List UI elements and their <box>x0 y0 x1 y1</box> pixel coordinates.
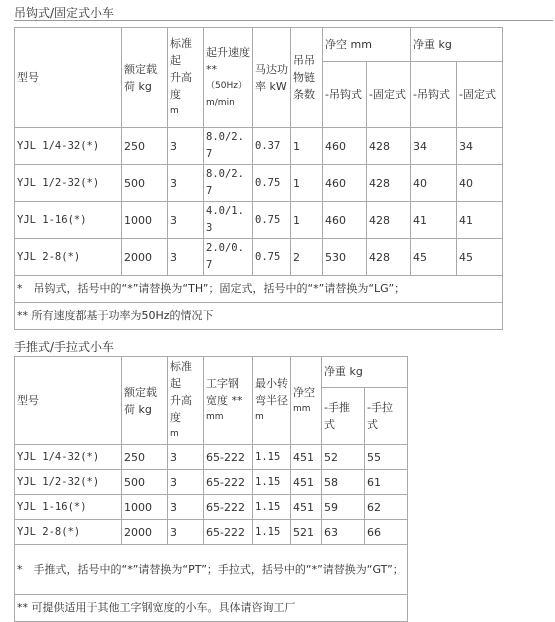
cell-clearance: 451 <box>291 470 322 495</box>
cell-weight-pull: 61 <box>365 470 408 495</box>
section-title-push-pull: 手推式/手拉式小车 <box>14 340 115 354</box>
cell-load: 2000 <box>122 520 168 545</box>
cell-lift-height: 3 <box>168 520 204 545</box>
cell-clearance-hook: 530 <box>323 239 367 276</box>
cell-clearance: 521 <box>291 520 322 545</box>
table-note-speed: ** 所有速度都基于功率为50Hz的情况下 <box>15 303 503 330</box>
header-chain-count: 吊吊 物链 条数 <box>291 28 323 128</box>
subheader-weight-hook: -吊钩式 <box>411 62 457 128</box>
cell-turn-radius: 1.15 <box>253 445 291 470</box>
cell-model: YJL 1-16(*) <box>15 202 122 239</box>
header-clearance: 净空 mm <box>291 357 322 445</box>
cell-clearance-hook: 460 <box>323 128 367 165</box>
spec-table-hook-fixed <box>14 27 503 330</box>
cell-power: 0.75 <box>253 202 291 239</box>
subheader-weight-fixed: -固定式 <box>457 62 503 128</box>
cell-lift-height: 3 <box>168 445 204 470</box>
cell-turn-radius: 1.15 <box>253 495 291 520</box>
table-row <box>15 165 503 202</box>
section-divider <box>14 20 553 21</box>
table-note-beam-width: ** 可提供适用于其他工字钢宽度的小车。具体请咨询工厂 <box>15 595 408 622</box>
table-row <box>15 202 503 239</box>
cell-clearance-fixed: 428 <box>367 202 411 239</box>
cell-chains: 1 <box>291 165 323 202</box>
cell-weight-hook: 45 <box>411 239 457 276</box>
table-row <box>15 445 408 470</box>
header-lift-height: 标准起 升高度 m <box>168 357 204 445</box>
cell-model: YJL 1/2-32(*) <box>15 165 122 202</box>
cell-chains: 2 <box>291 239 323 276</box>
header-clearance: 净空 mm <box>323 28 411 62</box>
cell-clearance-fixed: 428 <box>367 165 411 202</box>
cell-load: 2000 <box>122 239 168 276</box>
table-row <box>15 520 408 545</box>
cell-lift-height: 3 <box>168 239 204 276</box>
cell-weight-fixed: 41 <box>457 202 503 239</box>
cell-clearance: 451 <box>291 495 322 520</box>
cell-clearance-hook: 460 <box>323 165 367 202</box>
header-lift-height: 标准起 升高度 m <box>168 28 204 128</box>
header-turn-radius: 最小转 弯半径 m <box>253 357 291 445</box>
cell-weight-hook: 40 <box>411 165 457 202</box>
cell-load: 1000 <box>122 495 168 520</box>
cell-model: YJL 2-8(*) <box>15 239 122 276</box>
cell-lift-speed: 2.0/0.7 <box>204 239 253 276</box>
table-row <box>15 495 408 520</box>
cell-clearance-fixed: 428 <box>367 239 411 276</box>
cell-weight-push: 58 <box>322 470 365 495</box>
cell-model: YJL 2-8(*) <box>15 520 122 545</box>
cell-weight-fixed: 45 <box>457 239 503 276</box>
cell-clearance-fixed: 428 <box>367 128 411 165</box>
header-rated-load: 额定载荷 kg <box>122 28 168 128</box>
cell-lift-speed: 4.0/1.3 <box>204 202 253 239</box>
cell-beam-width: 65-222 <box>204 520 253 545</box>
cell-weight-push: 52 <box>322 445 365 470</box>
table-note-replacement: * 手推式，括号中的“*”请替换为“PT”；手拉式，括号中的“*”请替换为“GT”； <box>15 545 408 595</box>
header-motor-power: 马达功 率 kW <box>253 28 291 128</box>
spec-table-push-pull <box>14 356 408 622</box>
table-row <box>15 128 503 165</box>
cell-clearance: 451 <box>291 445 322 470</box>
cell-load: 500 <box>122 470 168 495</box>
cell-load: 250 <box>122 445 168 470</box>
cell-load: 1000 <box>122 202 168 239</box>
cell-chains: 1 <box>291 202 323 239</box>
cell-beam-width: 65-222 <box>204 445 253 470</box>
cell-beam-width: 65-222 <box>204 495 253 520</box>
cell-weight-hook: 41 <box>411 202 457 239</box>
subheader-clearance-hook: -吊钩式 <box>323 62 367 128</box>
header-lift-speed: 起升速度 ** （50Hz） m/min <box>204 28 253 128</box>
cell-load: 250 <box>122 128 168 165</box>
cell-lift-speed: 8.0/2.7 <box>204 165 253 202</box>
cell-lift-height: 3 <box>168 202 204 239</box>
cell-weight-pull: 66 <box>365 520 408 545</box>
header-model: 型号 <box>15 28 122 128</box>
cell-clearance-hook: 460 <box>323 202 367 239</box>
cell-power: 0.37 <box>253 128 291 165</box>
table-row <box>15 239 503 276</box>
section-title-hook-fixed: 吊钩式/固定式小车 <box>14 6 115 20</box>
subheader-weight-push: -手推 式 <box>322 387 365 444</box>
cell-lift-height: 3 <box>168 495 204 520</box>
cell-turn-radius: 1.15 <box>253 470 291 495</box>
cell-turn-radius: 1.15 <box>253 520 291 545</box>
cell-lift-height: 3 <box>168 165 204 202</box>
cell-weight-fixed: 40 <box>457 165 503 202</box>
cell-model: YJL 1/2-32(*) <box>15 470 122 495</box>
subheader-clearance-fixed: -固定式 <box>367 62 411 128</box>
cell-power: 0.75 <box>253 239 291 276</box>
cell-weight-fixed: 34 <box>457 128 503 165</box>
cell-beam-width: 65-222 <box>204 470 253 495</box>
cell-model: YJL 1-16(*) <box>15 495 122 520</box>
cell-lift-speed: 8.0/2.7 <box>204 128 253 165</box>
header-rated-load: 额定载荷 kg <box>122 357 168 445</box>
header-net-weight: 净重 kg <box>322 357 408 388</box>
cell-power: 0.75 <box>253 165 291 202</box>
subheader-weight-pull: -手拉 式 <box>365 387 408 444</box>
table-note-replacement: * 吊钩式，括号中的“*”请替换为“TH”；固定式，括号中的“*”请替换为“LG”； <box>15 276 503 303</box>
cell-model: YJL 1/4-32(*) <box>15 445 122 470</box>
cell-weight-pull: 62 <box>365 495 408 520</box>
cell-load: 500 <box>122 165 168 202</box>
table-row <box>15 470 408 495</box>
cell-weight-push: 59 <box>322 495 365 520</box>
cell-weight-hook: 34 <box>411 128 457 165</box>
header-net-weight: 净重 kg <box>411 28 503 62</box>
cell-weight-pull: 55 <box>365 445 408 470</box>
cell-weight-push: 63 <box>322 520 365 545</box>
header-model: 型号 <box>15 357 122 445</box>
cell-chains: 1 <box>291 128 323 165</box>
cell-lift-height: 3 <box>168 128 204 165</box>
header-beam-width: 工字钢 宽度 ** mm <box>204 357 253 445</box>
cell-lift-height: 3 <box>168 470 204 495</box>
cell-model: YJL 1/4-32(*) <box>15 128 122 165</box>
